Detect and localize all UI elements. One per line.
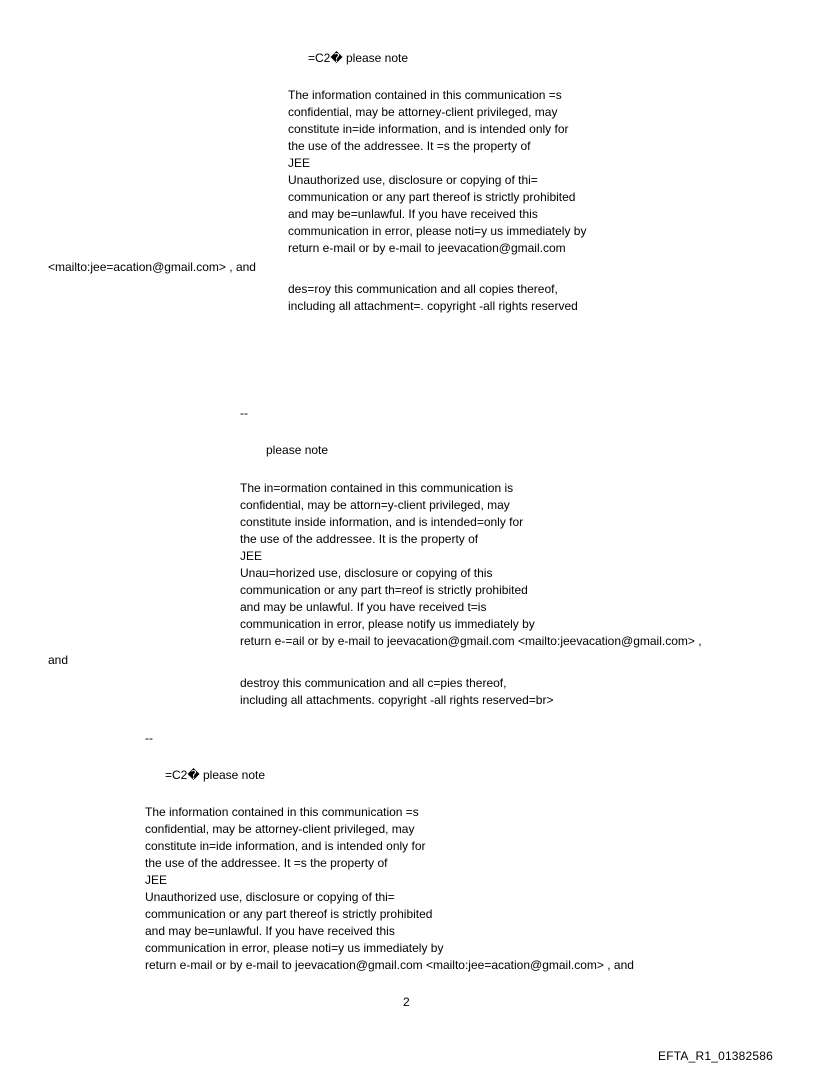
section2-line: The in=ormation contained in this communication is — [240, 481, 514, 495]
section2-line: constitute inside information, and is intended=only for — [240, 515, 524, 529]
section3-line: constitute in=ide information, and is intended only for — [145, 839, 426, 853]
section1-line: confidential, may be attorney-client privileged, may — [288, 105, 558, 119]
document-id: EFTA_R1_01382586 — [658, 1049, 774, 1063]
section2-line: and may be unlawful. If you have received t=is — [240, 600, 487, 614]
section1-line: the use of the addressee. It =s the property of — [288, 139, 531, 153]
section2-line: return e-=ail or by e-mail to jeevacation@gmail.com <mailto:jeevacation@gmail.com> , — [240, 634, 702, 648]
section1-closing-line: des=roy this communication and all copies thereof, — [288, 282, 558, 296]
section3-line: Unauthorized use, disclosure or copying of thi= — [145, 890, 395, 904]
section2-line: confidential, may be attorn=y-client privileged, may — [240, 498, 510, 512]
section3-line: return e-mail or by e-mail to jeevacation@gmail.com <mailto:jee=acation@gmail.com> , and — [145, 958, 634, 972]
section3-line: The information contained in this communication =s — [145, 805, 419, 819]
section3-line: and may be=unlawful. If you have received this — [145, 924, 395, 938]
section2-line: JEE — [240, 549, 263, 563]
section2-heading: please note — [266, 443, 329, 457]
section3-separator: -- — [145, 731, 153, 745]
section1-mailto-line: <mailto:jee=acation@gmail.com> , and — [48, 260, 256, 274]
section2-separator: -- — [240, 406, 248, 420]
section2-and-line: and — [48, 653, 69, 667]
section1-heading: =C2� please note — [308, 51, 409, 65]
section1-line: communication or any part thereof is strictly prohibited — [288, 190, 576, 204]
section1-line: The information contained in this communication =s — [288, 88, 562, 102]
section3-heading: =C2� please note — [165, 768, 266, 782]
section2-line: Unau=horized use, disclosure or copying of this — [240, 566, 493, 580]
section3-line: communication or any part thereof is strictly prohibited — [145, 907, 433, 921]
section3-line: communication in error, please noti=y us immediately by — [145, 941, 444, 955]
section2-line: communication in error, please notify us immediately by — [240, 617, 535, 631]
section3-line: confidential, may be attorney-client privileged, may — [145, 822, 415, 836]
section2-closing-line: including all attachments. copyright -all rights reserved=br> — [240, 693, 554, 707]
section1-closing-line: including all attachment=. copyright -all rights reserved — [288, 299, 578, 313]
section1-line: return e-mail or by e-mail to jeevacation@gmail.com — [288, 241, 566, 255]
section2-closing-line: destroy this communication and all c=pies thereof, — [240, 676, 507, 690]
section3-line: the use of the addressee. It =s the property of — [145, 856, 388, 870]
section1-line: JEE — [288, 156, 311, 170]
section2-line: the use of the addressee. It is the property of — [240, 532, 479, 546]
section3-line: JEE — [145, 873, 168, 887]
section1-line: Unauthorized use, disclosure or copying of thi= — [288, 173, 538, 187]
section2-line: communication or any part th=reof is strictly prohibited — [240, 583, 528, 597]
section1-line: constitute in=ide information, and is intended only for — [288, 122, 569, 136]
page-number: 2 — [403, 995, 410, 1009]
section1-line: and may be=unlawful. If you have received this — [288, 207, 538, 221]
section1-line: communication in error, please noti=y us immediately by — [288, 224, 587, 238]
